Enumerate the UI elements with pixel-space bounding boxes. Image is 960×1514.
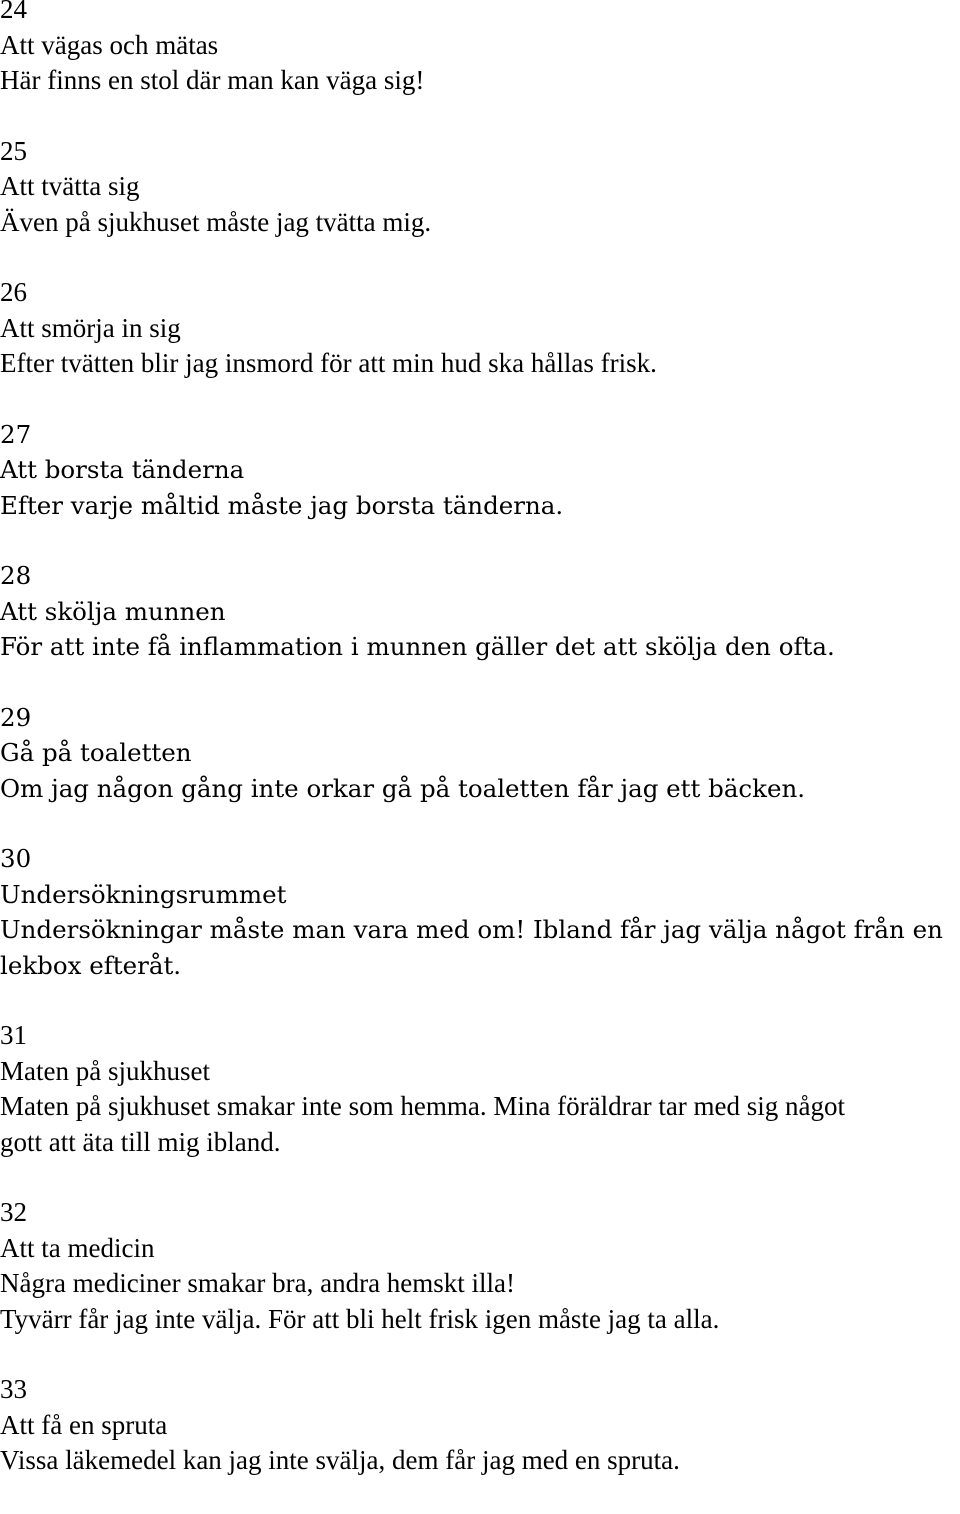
entry-text: Tyvärr får jag inte välja. För att bli helt frisk igen måste jag ta alla. [0, 1303, 720, 1334]
entry-text: Efter varje måltid måste jag borsta tänderna. [0, 490, 564, 520]
entry-31 [0, 1018, 960, 1160]
entry-29 [0, 700, 960, 807]
entry-32 [0, 1195, 960, 1337]
entry-text: lekbox efteråt. [0, 950, 182, 980]
entry-number: 28 [0, 561, 32, 590]
entry-text: Undersökningar måste man vara med om! Ibland får jag välja något från en [0, 915, 943, 944]
entry-text: Även på sjukhuset måste jag tvätta mig. [0, 206, 432, 237]
entry-number: 30 [0, 844, 32, 873]
entry-30 [0, 841, 960, 983]
entry-text: Om jag någon gång inte orkar gå på toaletten får jag ett bäcken. [0, 773, 806, 803]
entry-text: Vissa läkemedel kan jag inte svälja, dem får jag med en spruta. [0, 1445, 680, 1475]
entry-text: Några mediciner smakar bra, andra hemskt illa! [0, 1268, 516, 1298]
entry-text: För att inte få inflammation i munnen gäller det att skölja den ofta. [0, 632, 835, 661]
entry-title: Att få en spruta [0, 1409, 168, 1440]
entry-title: Att skölja munnen [0, 596, 226, 626]
entry-number: 33 [0, 1374, 27, 1404]
entry-title: Gå på toaletten [0, 738, 192, 767]
entry-25 [0, 134, 960, 241]
entry-text: gott att äta till mig ibland. [0, 1126, 281, 1157]
entry-number: 32 [0, 1197, 27, 1227]
entry-title: Att ta medicin [0, 1232, 155, 1263]
entry-title: Att vägas och mätas [0, 29, 219, 60]
entry-number: 26 [0, 277, 27, 307]
entry-number: 25 [0, 135, 27, 166]
entry-27 [0, 417, 960, 524]
entry-28 [0, 558, 960, 665]
entry-text: Efter tvätten blir jag insmord för att min hud ska hållas frisk. [0, 348, 657, 378]
entry-number: 24 [0, 0, 27, 24]
entry-title: Att smörja in sig [0, 312, 181, 343]
entry-title: Undersökningsrummet [0, 879, 287, 909]
entry-number: 27 [0, 419, 32, 449]
entry-title: Att borsta tänderna [0, 455, 245, 484]
entry-24 [0, 0, 960, 99]
entry-33 [0, 1372, 960, 1479]
entry-text: Här finns en stol där man kan väga sig! [0, 65, 425, 95]
entry-number: 29 [0, 702, 32, 732]
entry-title: Att tvätta sig [0, 171, 140, 201]
entry-26 [0, 275, 960, 382]
entry-number: 31 [0, 1020, 27, 1050]
entry-text: Maten på sjukhuset smakar inte som hemma. Mina föräldrar tar med sig något [0, 1091, 846, 1121]
entry-title: Maten på sjukhuset [0, 1055, 210, 1086]
